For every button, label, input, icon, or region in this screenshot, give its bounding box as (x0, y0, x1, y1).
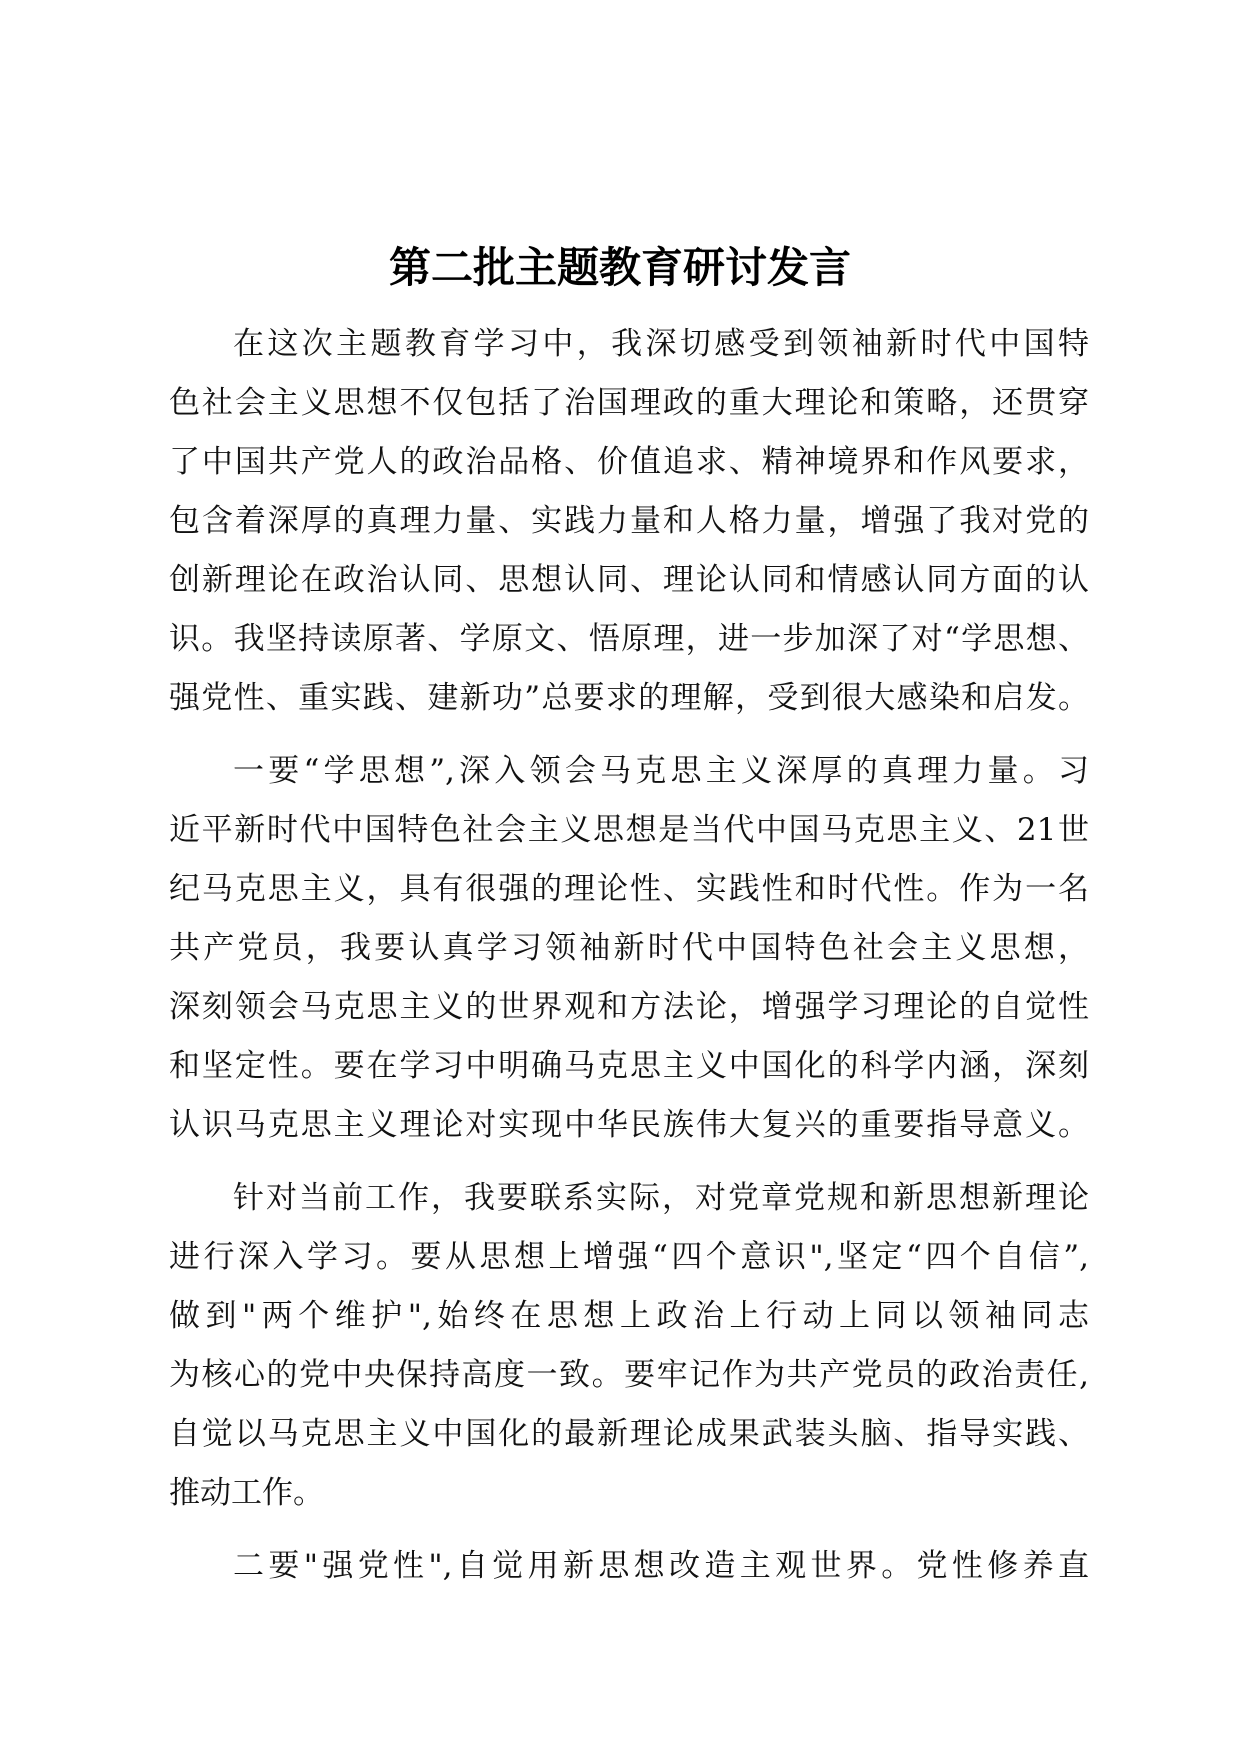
document-title: 第二批主题教育研讨发言 (388, 243, 851, 292)
text-line: 识。我坚持读原著、学原文、悟原理，进一步加深了对“学思想、 (169, 621, 1089, 657)
paragraph-4 (169, 1537, 1089, 1596)
text-line: 在这次主题教育学习中，我深切感受到领袖新时代中国特 (233, 326, 1089, 362)
text-line: 了中国共产党人的政治品格、价值追求、精神境界和作风要求， (169, 444, 1089, 480)
text-line: 共产党员，我要认真学习领袖新时代中国特色社会主义思想， (169, 930, 1089, 966)
text-line: 包含着深厚的真理力量、实践力量和人格力量，增强了我对党的 (169, 503, 1089, 539)
paragraph-1 (169, 315, 1089, 728)
text-line: 深刻领会马克思主义的世界观和方法论，增强学习理论的自觉性 (169, 989, 1089, 1025)
text-line: 认识马克思主义理论对实现中华民族伟大复兴的重要指导意义。 (169, 1107, 1089, 1143)
text-line: 和坚定性。要在学习中明确马克思主义中国化的科学内涵，深刻 (169, 1048, 1089, 1084)
text-line: 二要"强党性",自觉用新思想改造主观世界。党性修养直 (233, 1548, 1089, 1584)
document-body (169, 315, 1089, 1610)
paragraph-2 (169, 742, 1089, 1155)
text-line: 创新理论在政治认同、思想认同、理论认同和情感认同方面的认 (169, 562, 1089, 598)
text-line: 强党性、重实践、建新功”总要求的理解，受到很大感染和启发。 (169, 680, 1089, 716)
text-line: 推动工作。 (169, 1475, 324, 1511)
text-line: 针对当前工作，我要联系实际，对党章党规和新思想新理论 (233, 1180, 1089, 1216)
text-line: 近平新时代中国特色社会主义思想是当代中国马克思主义、21世 (169, 812, 1089, 848)
text-line: 做到"两个维护",始终在思想上政治上行动上同以领袖同志 (169, 1298, 1089, 1334)
text-line: 一要“学思想”,深入领会马克思主义深厚的真理力量。习 (233, 753, 1089, 789)
text-line: 进行深入学习。要从思想上增强“四个意识",坚定“四个自信”, (169, 1239, 1089, 1275)
paragraph-3 (169, 1169, 1089, 1523)
text-line: 纪马克思主义，具有很强的理论性、实践性和时代性。作为一名 (169, 871, 1089, 907)
text-line: 为核心的党中央保持高度一致。要牢记作为共产党员的政治责任, (169, 1357, 1089, 1393)
text-line: 色社会主义思想不仅包括了治国理政的重大理论和策略，还贯穿 (169, 385, 1089, 421)
text-line: 自觉以马克思主义中国化的最新理论成果武装头脑、指导实践、 (169, 1416, 1089, 1452)
